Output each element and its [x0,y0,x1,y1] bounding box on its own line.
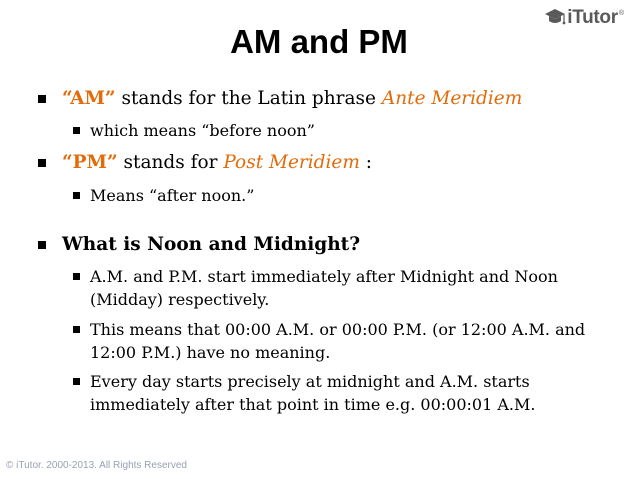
bullet-marker-icon [73,192,80,199]
bullet-sub-1 [73,265,603,311]
am-meaning: which means “before noon” [90,121,315,140]
bullet-sub-2 [73,318,603,364]
bullet-am [38,86,522,111]
am-definition: stands for the Latin phrase [115,88,382,109]
bullet-marker-icon [73,273,80,280]
bullet-pm-sub [73,184,603,207]
question-heading: What is Noon and Midnight? [62,234,361,255]
sub-text-3: Every day starts precisely at midnight and A.M. starts immediately after that point in time e.g. 00:00:01 A.M. [90,372,536,414]
bullet-sub-3 [73,370,603,416]
logo-text: iTutor [567,7,618,28]
am-term: “AM” [62,88,116,109]
pm-colon: : [359,152,373,173]
sub-text-1: A.M. and P.M. start immediately after Midnight and Noon (Midday) respectively. [90,267,558,309]
pm-definition: stands for [117,152,224,173]
am-phrase: Ante Meridiem [381,88,523,109]
pm-term: “PM” [62,152,118,173]
bullet-marker-icon [38,95,46,103]
bullet-marker-icon [38,159,46,167]
bullet-marker-icon [38,241,46,249]
pm-phrase: Post Meridiem [223,152,360,173]
registered-mark: ® [618,10,624,17]
sub-text-2: This means that 00:00 A.M. or 00:00 P.M. (or 12:00 A.M. and 12:00 P.M.) have no meaning. [90,320,586,362]
bullet-marker-icon [73,378,80,385]
copyright-footer: © iTutor. 2000-2013. All Rights Reserved [6,460,187,471]
bullet-am-sub [73,119,603,142]
bullet-pm [38,150,372,175]
bullet-question [38,232,360,257]
bullet-marker-icon [73,326,80,333]
slide-title: AM and PM [230,23,408,60]
pm-meaning: Means “after noon.” [90,186,255,205]
bullet-marker-icon [73,127,80,134]
